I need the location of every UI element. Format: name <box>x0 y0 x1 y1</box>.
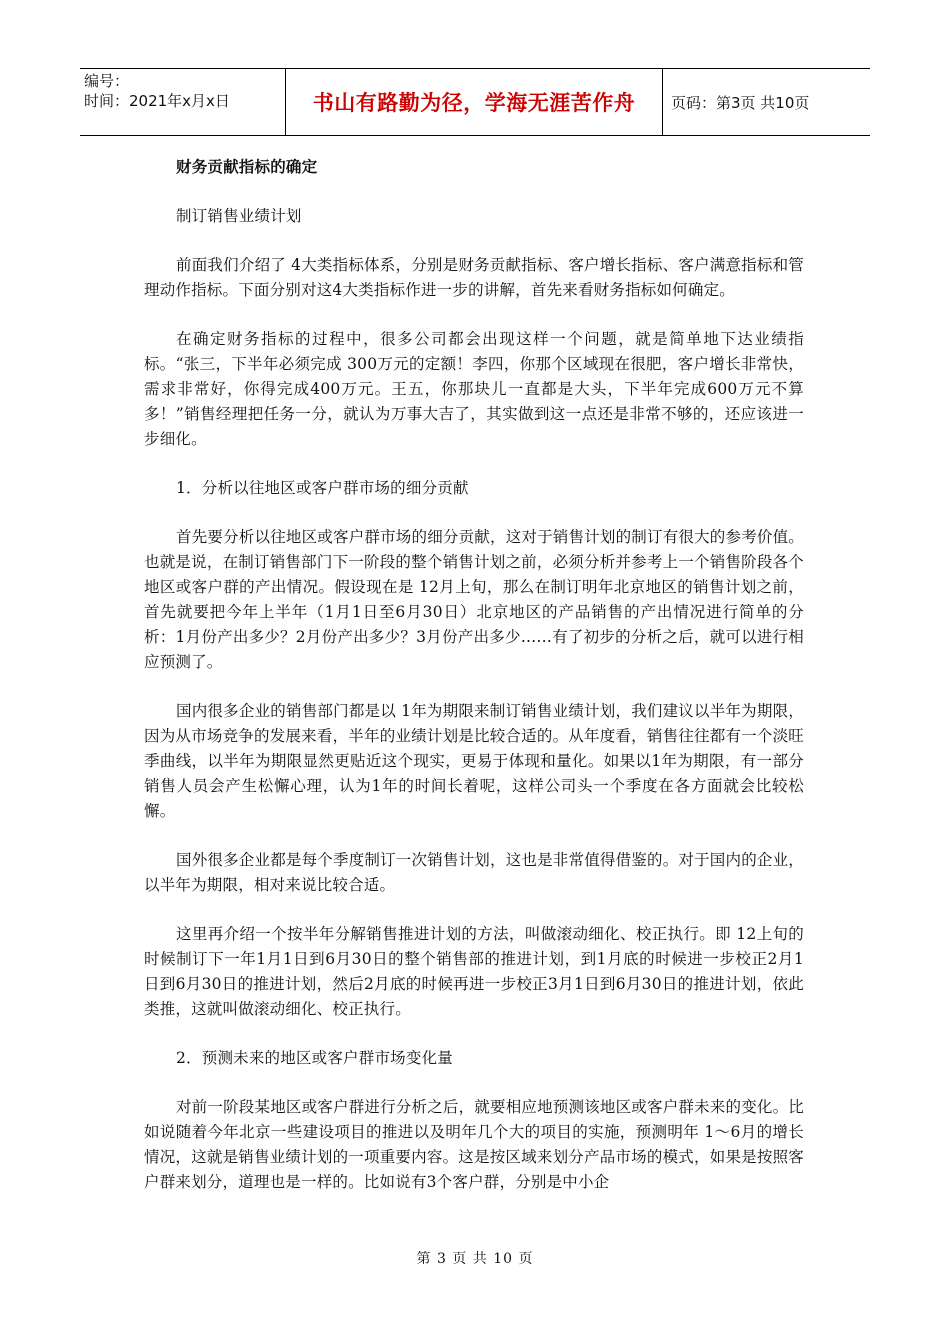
motto-cell <box>286 69 663 136</box>
paragraph: 在确定财务指标的过程中，很多公司都会出现这样一个问题，就是简单地下达业绩指标。“张三，下半年必须完成 300万元的定额！李四，你那个区域现在很肥，客户增长非常快，需求非常好，你得完成400万元。王五，你那块儿一直都是大头，下半年完成600万元不算多！”销售经理把任务一分，就认为万事大吉了，其实做到这一点还是非常不够的，还应该进一步细化。 <box>144 330 804 448</box>
paragraph: 首先要分析以往地区或客户群市场的细分贡献，这对于销售计划的制订有很大的参考价值。也就是说，在制订销售部门下一阶段的整个销售计划之前，必须分析并参考上一个销售阶段各个地区或客户群的产出情况。假设现在是 12月上旬，那么在制订明年北京地区的销售计划之前，首先就要把今年上半年（1月1日至6月30日）北京地区的产品销售的产出情况进行简单的分析：1月份产出多少？2月份产出多少？3月份产出多少……有了初步的分析之后，就可以进行相应预测了。 <box>144 528 805 671</box>
document-header <box>80 68 870 136</box>
paragraph: 国内很多企业的销售部门都是以 1年为期限来制订销售业绩计划，我们建议以半年为期限，因为从市场竞争的发展来看，半年的业绩计划是比较合适的。从年度看，销售往往都有一个淡旺季曲线，以半年为期限显然更贴近这个现实，更易于体现和量化。如果以1年为期限，有一部分销售人员会产生松懈心理，认为1年的时间长着呢，这样公司头一个季度在各方面就会比较松懈。 <box>144 702 804 820</box>
paragraph: 前面我们介绍了 4大类指标体系，分别是财务贡献指标、客户增长指标、客户满意指标和管理动作指标。下面分别对这4大类指标作进一步的讲解，首先来看财务指标如何确定。 <box>144 256 804 299</box>
header-meta-cell <box>80 69 286 136</box>
paragraph: 这里再介绍一个按半年分解销售推进计划的方法，叫做滚动细化、校正执行。即 12上旬的时候制订下一年1月1日到6月30日的整个销售部的推进计划，到1月底的时候进一步校正2月1日到6月30日的推进计划，然后2月底的时候再进一步校正3月1日到6月30日的推进计划，依此类推，这就叫做滚动细化、校正执行。 <box>144 925 804 1018</box>
number-label: 编号： <box>84 72 130 90</box>
subheading: 2．预测未来的地区或客户群市场变化量 <box>176 1049 453 1067</box>
paragraph: 制订销售业绩计划 <box>176 207 302 225</box>
page-info-cell <box>663 69 871 136</box>
footer-page-number: 第 3 页 共 10 页 <box>416 1251 534 1267</box>
paragraph: 国外很多企业都是每个季度制订一次销售计划，这也是非常值得借鉴的。对于国内的企业，以半年为期限，相对来说比较合适。 <box>144 851 805 894</box>
section-title: 财务贡献指标的确定 <box>176 158 318 176</box>
paragraph: 对前一阶段某地区或客户群进行分析之后，就要相应地预测该地区或客户群未来的变化。比如说随着今年北京一些建设项目的推进以及明年几个大的项目的实施，预测明年 1～6月的增长情况，这就是销售业绩计划的一项重要内容。这是按区域来划分产品市场的模式，如果是按照客户群来划分，道理也是一样的。比如说有3个客户群，分别是中小企 <box>144 1098 805 1191</box>
date-label: 时间：2021年x月x日 <box>84 92 230 110</box>
page-info: 页码：第3页 共10页 <box>671 93 810 112</box>
motto-text: 书山有路勤为径，学海无涯苦作舟 <box>312 91 636 115</box>
subheading: 1．分析以往地区或客户群市场的细分贡献 <box>176 479 469 497</box>
document-body <box>144 155 804 1219</box>
page-footer <box>0 1248 950 1268</box>
